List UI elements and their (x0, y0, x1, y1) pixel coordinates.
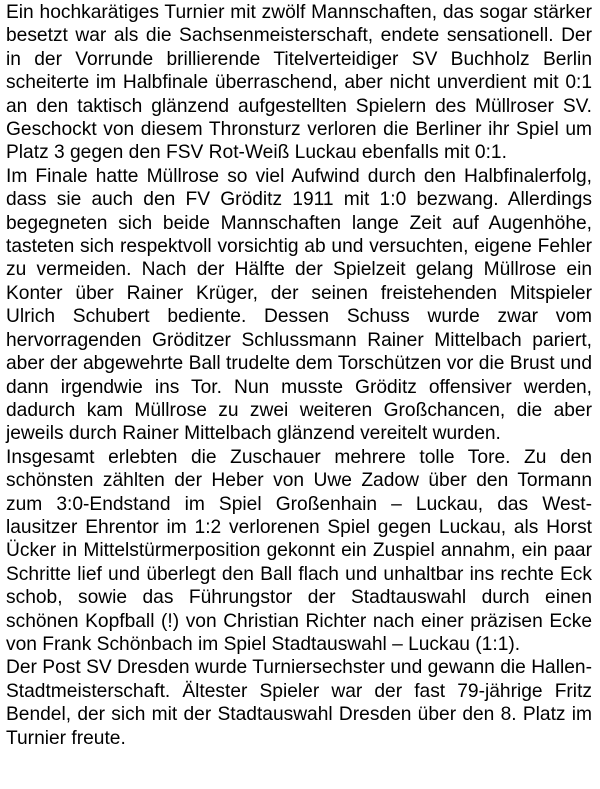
paragraph-post-sv-dresden: Der Post SV Dresden wurde Turniersechster und gewann die Hallen-Stadtmeisterschaft. Ältester Spieler war der fast 79-jährige Fritz Bendel, der sich mit der Stadtauswahl Dresden über den 8. Platz im Turnier freute. (6, 657, 592, 749)
paragraph-final-match: Im Finale hatte Müllrose so viel Aufwind durch den Halbfinalerfolg, dass sie auch den FV Gröditz 1911 mit 1:0 bezwang. Allerdings begegneten sich beide Mannschaften lange Zeit auf Augenhöhe, tasteten sich respektvoll vorsichtig ab und versuchten, eigene Fehler zu vermeiden. Nach der Hälfte der Spielzeit gelang Müllrose ein Konter über Rainer Krüger, der seinen freistehenden Mitspieler Ulrich Schubert bediente. Dessen Schuss wurde zwar vom hervorragenden Gröditzer Schlussmann Rainer Mittelbach pariert, aber der abgewehrte Ball trudelte dem Torschützen vor die Brust und dann irgendwie ins Tor. Nun musste Gröditz offensiver werden, dadurch kam Müllrose zu zwei weiteren Großchancen, die aber jeweils durch Rainer Mittelbach glänzend vereitelt wurden. (6, 165, 592, 445)
paragraph-best-goals: Insgesamt erlebten die Zuschauer mehrere tolle Tore. Zu den schönsten zählten der Heber von Uwe Zadow über den Tormann zum 3:0-Endstand im Spiel Großenhain – Luckau, das West-lausitzer Ehrentor im 1:2 verlorenen Spiel gegen Luckau, als Horst Ücker in Mittelstürmerposition gekonnt ein Zuspiel annahm, ein paar Schritte lief und überlegt den Ball flach und unhaltbar ins rechte Eck schob, sowie das Führungstor der Stadtauswahl durch einen schönen Kopfball (!) von Christian Richter nach einer präzisen Ecke von Frank Schönbach im Spiel Stadtauswahl – Luckau (1:1). (6, 446, 592, 655)
paragraph-tournament-summary: Ein hochkarätiges Turnier mit zwölf Mannschaften, das sogar stärker besetzt war als die Sachsenmeisterschaft, endete sensationell. Der in der Vorrunde brillierende Titelverteidiger SV Buchholz Berlin scheiterte im Halbfinale überraschend, aber nicht unverdient mit 0:1 an den taktisch glänzend aufgestellten Spielern des Müllroser SV. Geschockt von diesem Thronsturz verloren die Berliner ihr Spiel um Platz 3 gegen den FSV Rot-Weiß Luckau ebenfalls mit 0:1. (6, 2, 592, 164)
